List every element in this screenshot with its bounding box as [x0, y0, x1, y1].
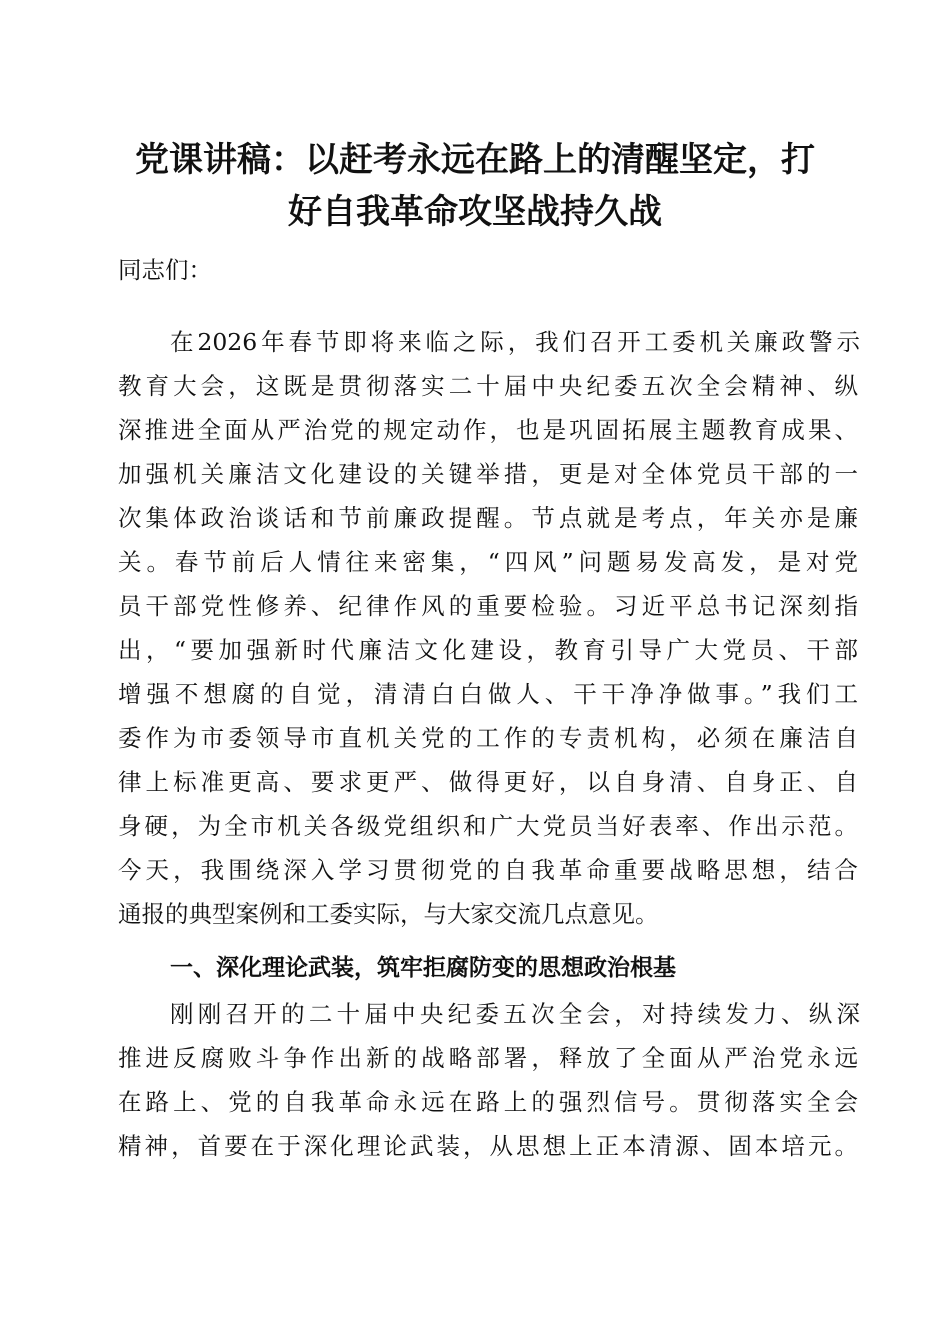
paragraph-line: 律上标准更高、要求更严、做得更好，以自身清、自身正、自 — [118, 768, 858, 796]
paragraph-line: 在路上、党的自我革命永远在路上的强烈信号。贯彻落实全会 — [118, 1088, 858, 1116]
document-title-line-2: 好自我革命攻坚战持久战 — [288, 192, 662, 232]
document-title-line-1: 党课讲稿：以赶考永远在路上的清醒坚定，打 — [135, 140, 815, 180]
greeting: 同志们： — [118, 256, 212, 284]
paragraph-line: 深推进全面从严治党的规定动作，也是巩固拓展主题教育成果、 — [118, 416, 858, 444]
paragraph-line: 关。春节前后人情往来密集，“四风”问题易发高发，是对党 — [118, 548, 858, 576]
paragraph-line: 身硬，为全市机关各级党组织和广大党员当好表率、作出示范。 — [118, 812, 858, 840]
paragraph-line: 教育大会，这既是贯彻落实二十届中央纪委五次全会精神、纵 — [118, 372, 858, 400]
paragraph-line: 委作为市委领导市直机关党的工作的专责机构，必须在廉洁自 — [118, 724, 858, 752]
paragraph-line: 加强机关廉洁文化建设的关键举措，更是对全体党员干部的一 — [118, 460, 858, 488]
paragraph-line: 在2026年春节即将来临之际，我们召开工委机关廉政警示 — [170, 328, 860, 356]
paragraph-line: 次集体政治谈话和节前廉政提醒。节点就是考点，年关亦是廉 — [118, 504, 858, 532]
paragraph-line: 出，“要加强新时代廉洁文化建设，教育引导广大党员、干部 — [118, 636, 858, 664]
paragraph-line: 刚刚召开的二十届中央纪委五次全会，对持续发力、纵深 — [170, 1000, 860, 1028]
paragraph-line: 增强不想腐的自觉，清清白白做人、干干净净做事。”我们工 — [118, 680, 858, 708]
paragraph-line: 通报的典型案例和工委实际，与大家交流几点意见。 — [118, 900, 659, 928]
paragraph-line: 今天，我围绕深入学习贯彻党的自我革命重要战略思想，结合 — [118, 856, 858, 884]
paragraph-line: 精神，首要在于深化理论武装，从思想上正本清源、固本培元。 — [118, 1132, 858, 1160]
paragraph-line: 员干部党性修养、纪律作风的重要检验。习近平总书记深刻指 — [118, 592, 858, 620]
section-heading: 一、深化理论武装，筑牢拒腐防变的思想政治根基 — [170, 955, 676, 981]
paragraph-line: 推进反腐败斗争作出新的战略部署，释放了全面从严治党永远 — [118, 1044, 858, 1072]
